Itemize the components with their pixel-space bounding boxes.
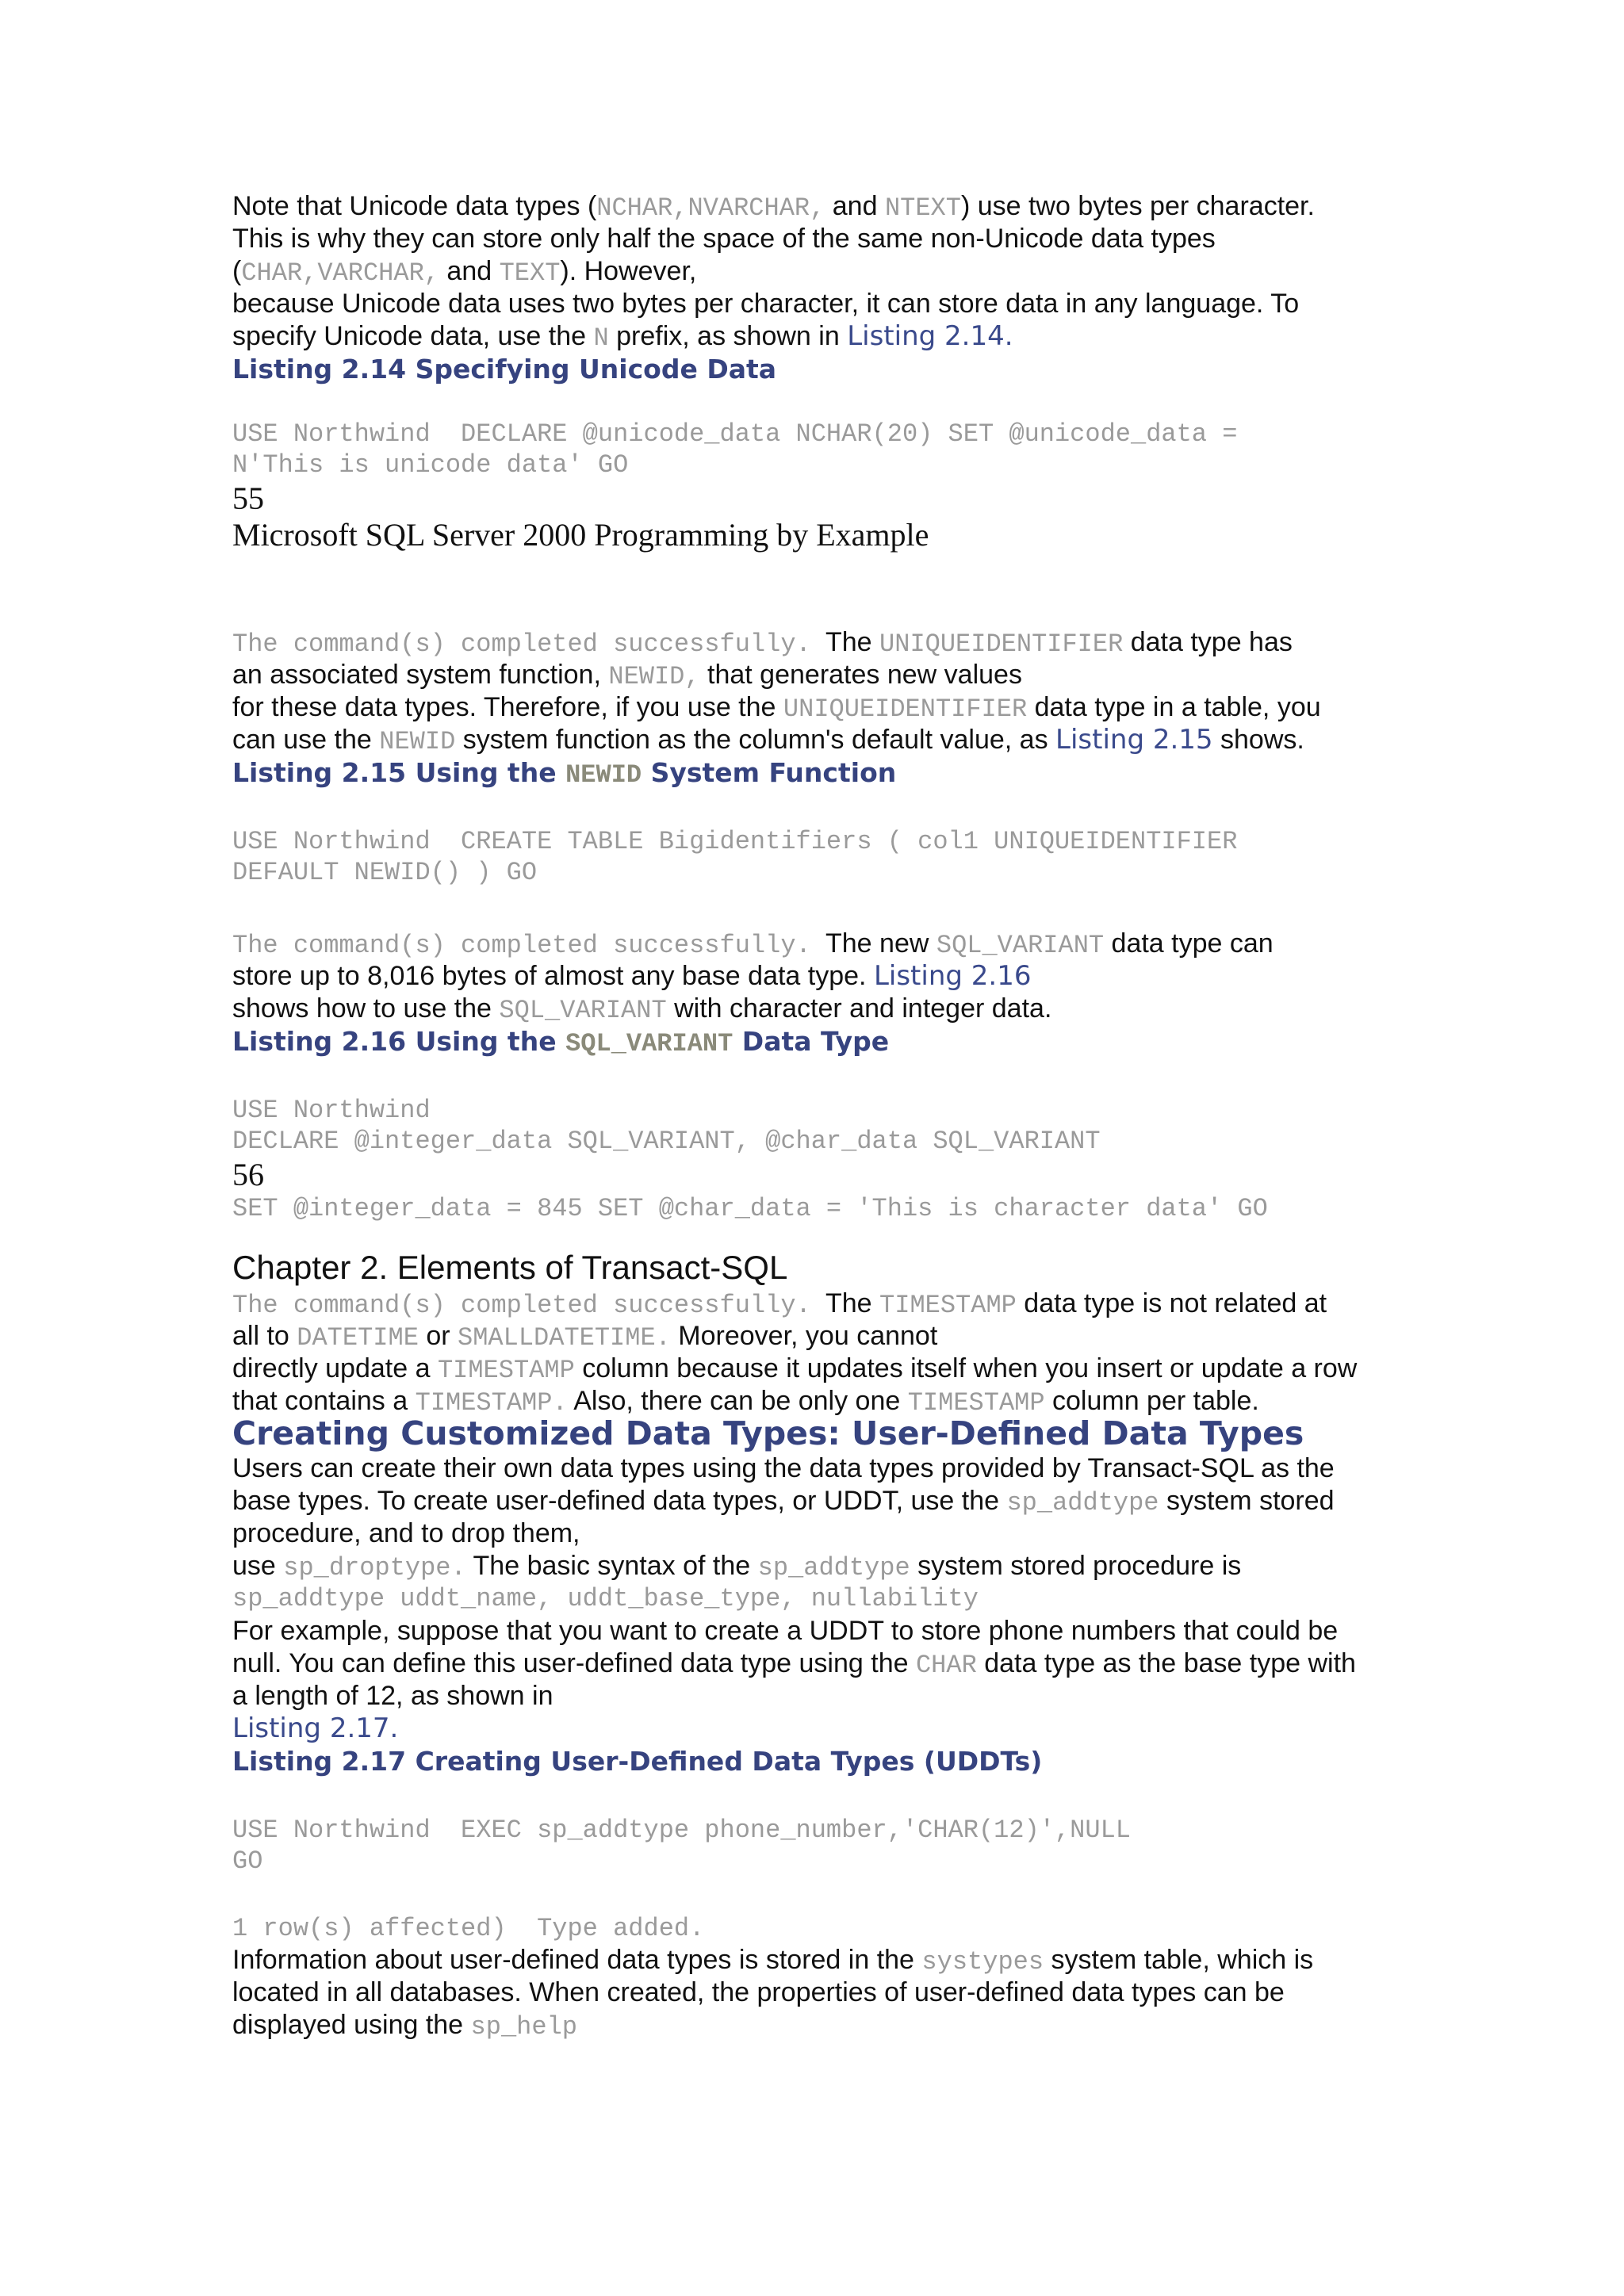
paragraph-unicode [232,190,1406,353]
listing-2-14-title: Listing 2.14 Specifying Unicode Data [232,354,777,385]
text: system stored [1159,1486,1335,1516]
inline-code: UNIQUEIDENTIFIER [879,629,1124,659]
text: that generates new values [699,660,1022,690]
text: ). However, [560,256,697,286]
code-line: USE Northwind [232,1096,431,1125]
code-line: N'This is unicode data' GO [232,450,629,480]
text: null. You can define this user-defined data type using the [232,1648,916,1678]
inline-code: TEXT [499,258,561,288]
listing-2-15-link[interactable]: Listing 2.15 [1055,724,1213,756]
listing-2-16-link[interactable]: Listing 2.16 [873,960,1032,992]
inline-code: systypes [921,1947,1044,1976]
text: data type has [1123,627,1293,657]
paragraph-timestamp [232,1288,1406,1418]
code-line: USE Northwind CREATE TABLE Bigidentifiers ( col1 UNIQUEIDENTIFIER [232,827,1238,856]
inline-code: The command(s) completed successfully. [232,1291,811,1320]
text-line: because Unicode data uses two bytes per character, it can store data in any language. To [232,289,1300,319]
text: The [810,627,880,657]
document-page [232,190,1406,2042]
inline-code: SQL_VARIANT [565,1029,733,1058]
text: displayed using the [232,2010,471,2040]
text: ) use two bytes per character. [960,191,1315,221]
text: directly update a [232,1353,438,1383]
text: for these data types. Therefore, if you use the [232,692,783,722]
syntax-line: sp_addtype uddt_name, uddt_base_type, nullability [232,1584,979,1613]
listing-2-17-link[interactable]: Listing 2.17. [232,1712,399,1744]
inline-code: CHAR,VARCHAR, [241,258,439,288]
text: column because it updates itself when you insert or update a row [574,1353,1358,1383]
text: Also, there can be only one [567,1386,908,1416]
page-number: 55 [232,480,264,516]
listing-2-15-title: Listing 2.15 Using the NEWID System Function [232,757,897,790]
text-line: procedure, and to drop them, [232,1518,580,1548]
text: store up to 8,016 bytes of almost any base data type. [232,961,874,991]
text: use [232,1551,284,1581]
listing-2-14-link[interactable]: Listing 2.14. [847,320,1013,352]
text: system table, which is [1044,1945,1314,1975]
text: specify Unicode data, use the [232,321,594,351]
text: system stored procedure is [910,1551,1242,1581]
inline-code: TIMESTAMP [907,1388,1045,1418]
text: an associated system function, [232,660,609,690]
text: base types. To create user-defined data types, or UDDT, use the [232,1486,1007,1516]
text-line: This is why they can store only half the space of the same non-Unicode data types [232,224,1216,254]
inline-code: CHAR [915,1651,977,1680]
text: Moreover, you cannot [670,1321,938,1351]
book-title-footer: Microsoft SQL Server 2000 Programming by Example [232,517,929,553]
text: Note that Unicode data types ( [232,191,597,221]
inline-code: The command(s) completed successfully. [232,629,811,659]
code-line: DEFAULT NEWID() ) GO [232,858,538,887]
text: The new [810,928,936,959]
text: prefix, as shown in [608,321,848,351]
inline-code: NEWID [379,727,456,756]
paragraph-sql-variant [232,928,1406,1025]
inline-code: TIMESTAMP [879,1291,1017,1320]
inline-code: sp_addtype [757,1553,910,1582]
inline-code: sp_addtype [1006,1488,1159,1517]
text-line: a length of 12, as shown in [232,1681,553,1711]
paragraph-uniqueidentifier [232,626,1406,756]
text: data type in a table, you [1027,692,1321,722]
code-output: 1 row(s) affected) Type added. [232,1914,705,1943]
text: ( [232,256,242,286]
inline-code: TIMESTAMP. [415,1388,568,1418]
text: and [439,256,500,286]
text-line: For example, suppose that you want to create a UDDT to store phone numbers that could be [232,1616,1339,1646]
inline-code: SQL_VARIANT [499,996,667,1025]
text: The [810,1288,880,1318]
text: data type is not related at [1016,1288,1327,1318]
paragraph-uddt [232,1452,1406,1615]
inline-code: sp_help [470,2012,577,2042]
inline-code: DATETIME [297,1323,419,1353]
paragraph-example [232,1615,1406,1745]
inline-code: sp_droptype. [283,1553,466,1582]
inline-code: NEWID, [608,662,700,691]
listing-2-17-title: Listing 2.17 Creating User-Defined Data Types (UDDTs) [232,1746,1043,1777]
code-line: USE Northwind DECLARE @unicode_data NCHAR(20) SET @unicode_data = [232,419,1238,449]
inline-code: SMALLDATETIME. [458,1323,671,1353]
inline-code: N [593,323,609,353]
code-line: GO [232,1846,263,1876]
code-line: SET @integer_data = 845 SET @char_data = 'This is character data' GO [232,1194,1268,1223]
inline-code: NEWID [565,760,642,790]
text: data type can [1104,928,1274,959]
text: all to [232,1321,297,1351]
text-line: located in all databases. When created, the properties of user-defined data types can be [232,1977,1285,2007]
text: The basic syntax of the [465,1551,758,1581]
text: that contains a [232,1386,416,1416]
inline-code: NCHAR,NVARCHAR, [596,193,825,223]
listing-2-16-title: Listing 2.16 Using the SQL_VARIANT Data Type [232,1026,890,1058]
text: shows how to use the [232,993,500,1024]
inline-code: TIMESTAMP [437,1356,575,1385]
inline-code: NTEXT [884,193,961,223]
inline-code: UNIQUEIDENTIFIER [783,695,1028,724]
code-line: DECLARE @integer_data SQL_VARIANT, @char_data SQL_VARIANT [232,1127,1101,1156]
paragraph-systypes [232,1944,1406,2042]
text: data type as the base type with [976,1648,1356,1678]
text: system function as the column's default value, as [455,725,1056,755]
text: and [825,191,885,221]
code-line: USE Northwind EXEC sp_addtype phone_number,'CHAR(12)',NULL [232,1816,1131,1845]
text: with character and integer data. [666,993,1052,1024]
text: column per table. [1044,1386,1259,1416]
text: or [418,1321,458,1351]
inline-code: SQL_VARIANT [936,931,1105,960]
chapter-header: Chapter 2. Elements of Transact-SQL [232,1249,788,1286]
inline-code: The command(s) completed successfully. [232,931,811,960]
text: can use the [232,725,380,755]
section-heading: Creating Customized Data Types: User-Defined Data Types [232,1414,1304,1452]
text: shows. [1212,725,1304,755]
text: Information about user-defined data types is stored in the [232,1945,922,1975]
text-line: Users can create their own data types using the data types provided by Transact-SQL as the [232,1453,1335,1483]
page-number: 56 [232,1157,264,1192]
